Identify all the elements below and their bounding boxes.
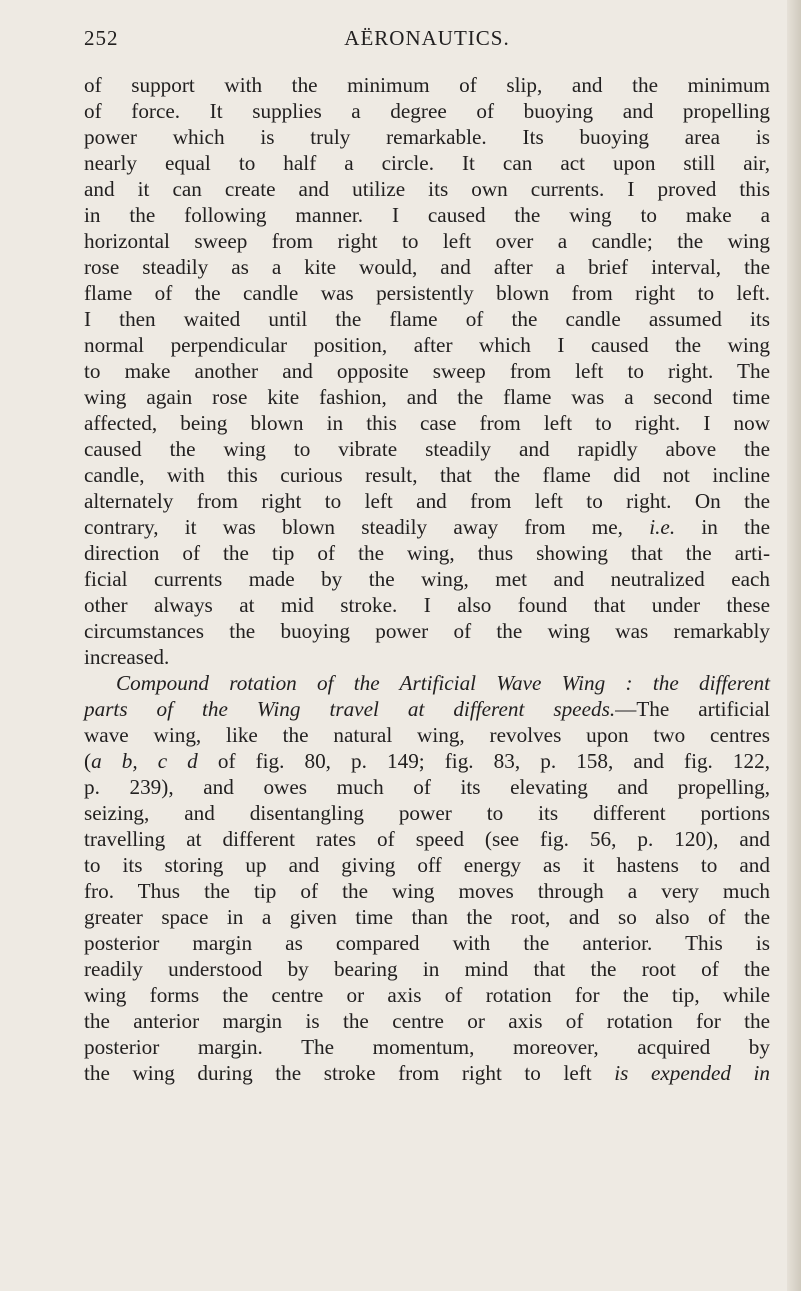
- text-segment: p. 239), and owes much of its elevating and propelling,: [84, 775, 770, 799]
- text-line: [84, 540, 770, 566]
- text-segment: circumstances the buoying power of the wing was remarkably: [84, 619, 770, 643]
- text-line: [84, 306, 770, 332]
- text-segment: candle, with this curious result, that the flame did not incline: [84, 463, 770, 487]
- text-line: [84, 904, 770, 930]
- italic-text: Compound rotation of the Artificial Wave Wing : the different: [116, 671, 770, 695]
- text-line: [84, 566, 770, 592]
- text-segment: nearly equal to half a circle. It can act upon still air,: [84, 151, 770, 175]
- text-segment: readily understood by bearing in mind that the root of the: [84, 957, 770, 981]
- text-segment: of support with the minimum of slip, and the minimum: [84, 73, 770, 97]
- text-segment: of force. It supplies a degree of buoying and propelling: [84, 99, 770, 123]
- text-line: [84, 774, 770, 800]
- text-line: [84, 930, 770, 956]
- text-line: [84, 1060, 770, 1086]
- text-segment: fro. Thus the tip of the wing moves through a very much: [84, 879, 770, 903]
- text-segment: the anterior margin is the centre or axis of rotation for the: [84, 1009, 770, 1033]
- text-segment: ficial currents made by the wing, met and neutralized each: [84, 567, 770, 591]
- text-line: [84, 1034, 770, 1060]
- text-segment: posterior margin. The momentum, moreover, acquired by: [84, 1035, 770, 1059]
- text-segment: posterior margin as compared with the anterior. This is: [84, 931, 770, 955]
- text-line: [84, 202, 770, 228]
- text-segment: flame of the candle was persistently blown from right to left.: [84, 281, 770, 305]
- text-line: [84, 982, 770, 1008]
- text-segment: to make another and opposite sweep from left to right. The: [84, 359, 770, 383]
- text-line: [84, 98, 770, 124]
- text-line: [84, 800, 770, 826]
- text-line: [84, 462, 770, 488]
- text-segment: wing again rose kite fashion, and the flame was a second time: [84, 385, 770, 409]
- text-line: [84, 124, 770, 150]
- body-text: [84, 72, 770, 1086]
- text-segment: caused the wing to vibrate steadily and rapidly above the: [84, 437, 770, 461]
- text-line: [84, 384, 770, 410]
- page-header: [84, 26, 770, 54]
- text-segment: other always at mid stroke. I also found that under these: [84, 593, 770, 617]
- text-segment: and it can create and utilize its own currents. I proved this: [84, 177, 770, 201]
- text-segment: (: [84, 749, 92, 773]
- text-line: [84, 280, 770, 306]
- text-segment: seizing, and disentangling power to its different portions: [84, 801, 770, 825]
- page-number: 252: [84, 26, 119, 50]
- text-segment: in the: [675, 515, 771, 539]
- text-segment: wing forms the centre or axis of rotation for the tip, while: [84, 983, 770, 1007]
- text-segment: greater space in a given time than the root, and so also of the: [84, 905, 770, 929]
- text-segment: increased.: [84, 645, 170, 669]
- running-title: AËRONAUTICS.: [344, 26, 510, 50]
- text-line: [84, 488, 770, 514]
- text-line: [84, 358, 770, 384]
- text-segment: power which is truly remarkable. Its buoying area is: [84, 125, 770, 149]
- text-segment: alternately from right to left and from left to right. On the: [84, 489, 770, 513]
- text-segment: normal perpendicular position, after which I caused the wing: [84, 333, 770, 357]
- text-line: [84, 150, 770, 176]
- text-segment: travelling at different rates of speed (see fig. 56, p. 120), and: [84, 827, 770, 851]
- text-line: [84, 956, 770, 982]
- text-segment: horizontal sweep from right to left over a candle; the wing: [84, 229, 770, 253]
- text-segment: affected, being blown in this case from left to right. I now: [84, 411, 770, 435]
- text-segment: contrary, it was blown steadily away from me,: [84, 515, 650, 539]
- text-line: [84, 722, 770, 748]
- text-line: [84, 618, 770, 644]
- text-line: [84, 436, 770, 462]
- text-segment: wave wing, like the natural wing, revolves upon two centres: [84, 723, 770, 747]
- text-line: [84, 644, 770, 670]
- text-line: [84, 748, 770, 774]
- text-line: [84, 254, 770, 280]
- text-line: [84, 514, 770, 540]
- text-line: [84, 592, 770, 618]
- page-edge-shadow: [787, 0, 801, 1291]
- italic-text: parts of the Wing travel at different speeds.: [84, 697, 616, 721]
- text-line: [84, 670, 770, 696]
- text-segment: direction of the tip of the wing, thus showing that the arti-: [84, 541, 770, 565]
- italic-text: i.e.: [649, 515, 676, 539]
- text-segment: in the following manner. I caused the wing to make a: [84, 203, 770, 227]
- text-segment: I then waited until the flame of the candle assumed its: [84, 307, 770, 331]
- text-line: [84, 176, 770, 202]
- text-line: [84, 72, 770, 98]
- text-segment: rose steadily as a kite would, and after a brief interval, the: [84, 255, 770, 279]
- text-line: [84, 878, 770, 904]
- text-line: [84, 696, 770, 722]
- text-segment: the wing during the stroke from right to left: [84, 1061, 615, 1085]
- text-segment: to its storing up and giving off energy as it hastens to and: [84, 853, 770, 877]
- text-line: [84, 1008, 770, 1034]
- text-segment: of fig. 80, p. 149; fig. 83, p. 158, and fig. 122,: [197, 749, 770, 773]
- text-line: [84, 826, 770, 852]
- text-line: [84, 410, 770, 436]
- text-line: [84, 332, 770, 358]
- italic-text: a b, c d: [91, 749, 198, 773]
- text-line: [84, 228, 770, 254]
- italic-text: is expended in: [614, 1061, 771, 1085]
- text-line: [84, 852, 770, 878]
- text-segment: —The artificial: [615, 697, 771, 721]
